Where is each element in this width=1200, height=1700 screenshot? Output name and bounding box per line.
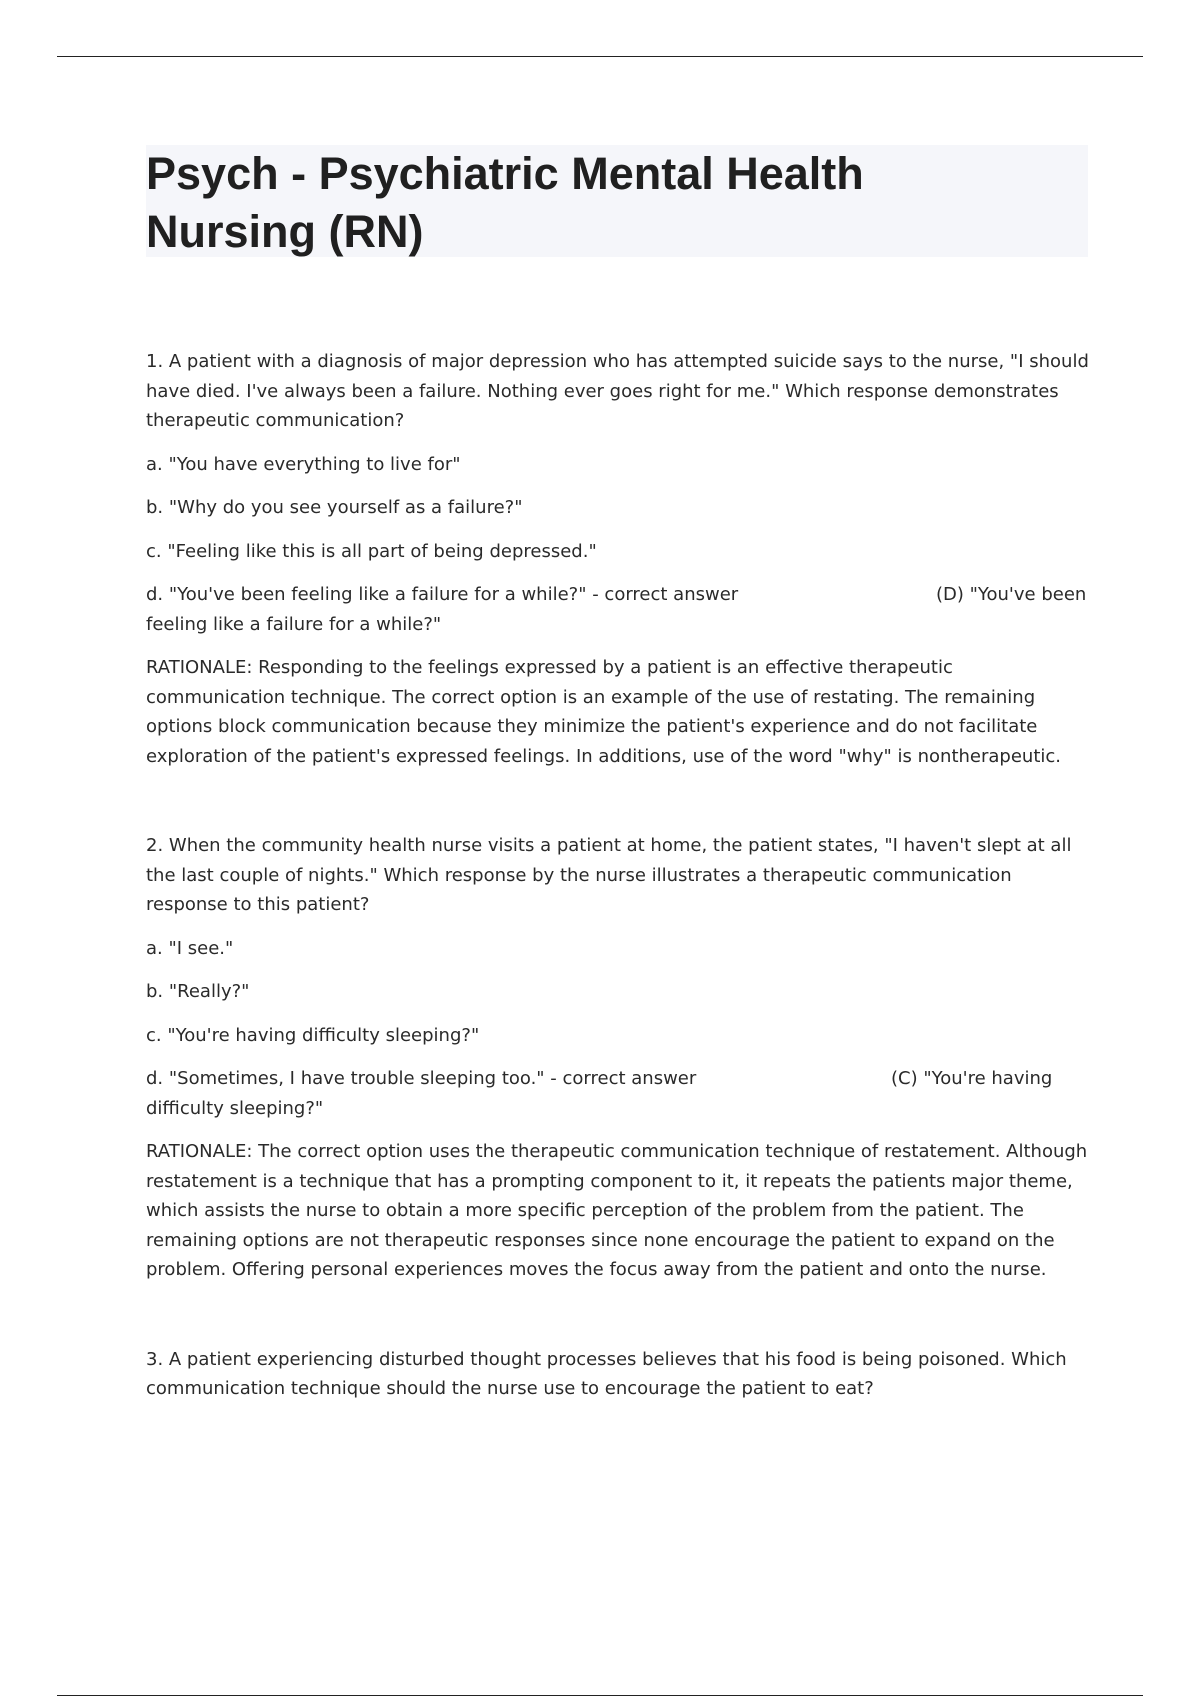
option-a: a. "I see." [146,937,234,959]
rationale: RATIONALE: Responding to the feelings expressed by a patient is an effective therapeutic communication technique. The correct option is an example of the use of restating. The remaining options block communication because they minimize the patient's experience and do not facilitate exploration of the patient's expressed feelings. In additions, use of the word "why" is nontherapeutic. [146,657,1062,767]
question-stem: 3. A patient experiencing disturbed thought processes believes that his food is being poisoned. Which communication technique should the nurse use to encourage the patient to eat? [146,1348,1067,1399]
document-body [146,347,1096,1418]
question-stem: 2. When the community health nurse visits a patient at home, the patient states, "I haven't slept at all the last couple of nights." Which response by the nurse illustrates a therapeutic communication response to this patient? [146,835,1072,915]
option-a: a. "You have everything to live for" [146,453,461,475]
bottom-rule [57,1695,1143,1696]
question-1 [146,347,1096,771]
option-b: b. "Why do you see yourself as a failure?" [146,497,523,518]
option-c: c. "Feeling like this is all part of being depressed." [146,540,597,562]
document-title: Psych - Psychiatric Mental Health Nursing (RN) [146,148,864,257]
option-c: c. "You're having difficulty sleeping?" [146,1024,480,1046]
correct-answer: (C) "You're having difficulty sleeping?" [146,1068,1053,1119]
question-3 [146,1345,1096,1404]
top-rule [57,56,1143,57]
option-d: d. "You've been feeling like a failure for a while?" - correct answer [146,584,739,605]
option-d: d. "Sometimes, I have trouble sleeping too." - correct answer [146,1068,697,1089]
question-stem: 1. A patient with a diagnosis of major depression who has attempted suicide says to the nurse, "I should have died. I've always been a failure. Nothing ever goes right for me." Which response demonstrates therapeutic communication? [146,351,1089,431]
option-b: b. "Really?" [146,981,250,1002]
question-2 [146,831,1096,1285]
correct-answer: (D) "You've been feeling like a failure for a while?" [146,584,1087,635]
correct-answer-line [146,580,1096,639]
correct-answer-line [146,1064,1096,1123]
rationale: RATIONALE: The correct option uses the therapeutic communication technique of restatement. Although restatement is a technique that has a prompting component to it, it repeats the patients major theme, which assists the nurse to obtain a more specific perception of the problem from the patient. The remaining options are not therapeutic responses since none encourage the patient to expand on the problem. Offering personal experiences moves the focus away from the patient and onto the nurse. [146,1141,1088,1280]
